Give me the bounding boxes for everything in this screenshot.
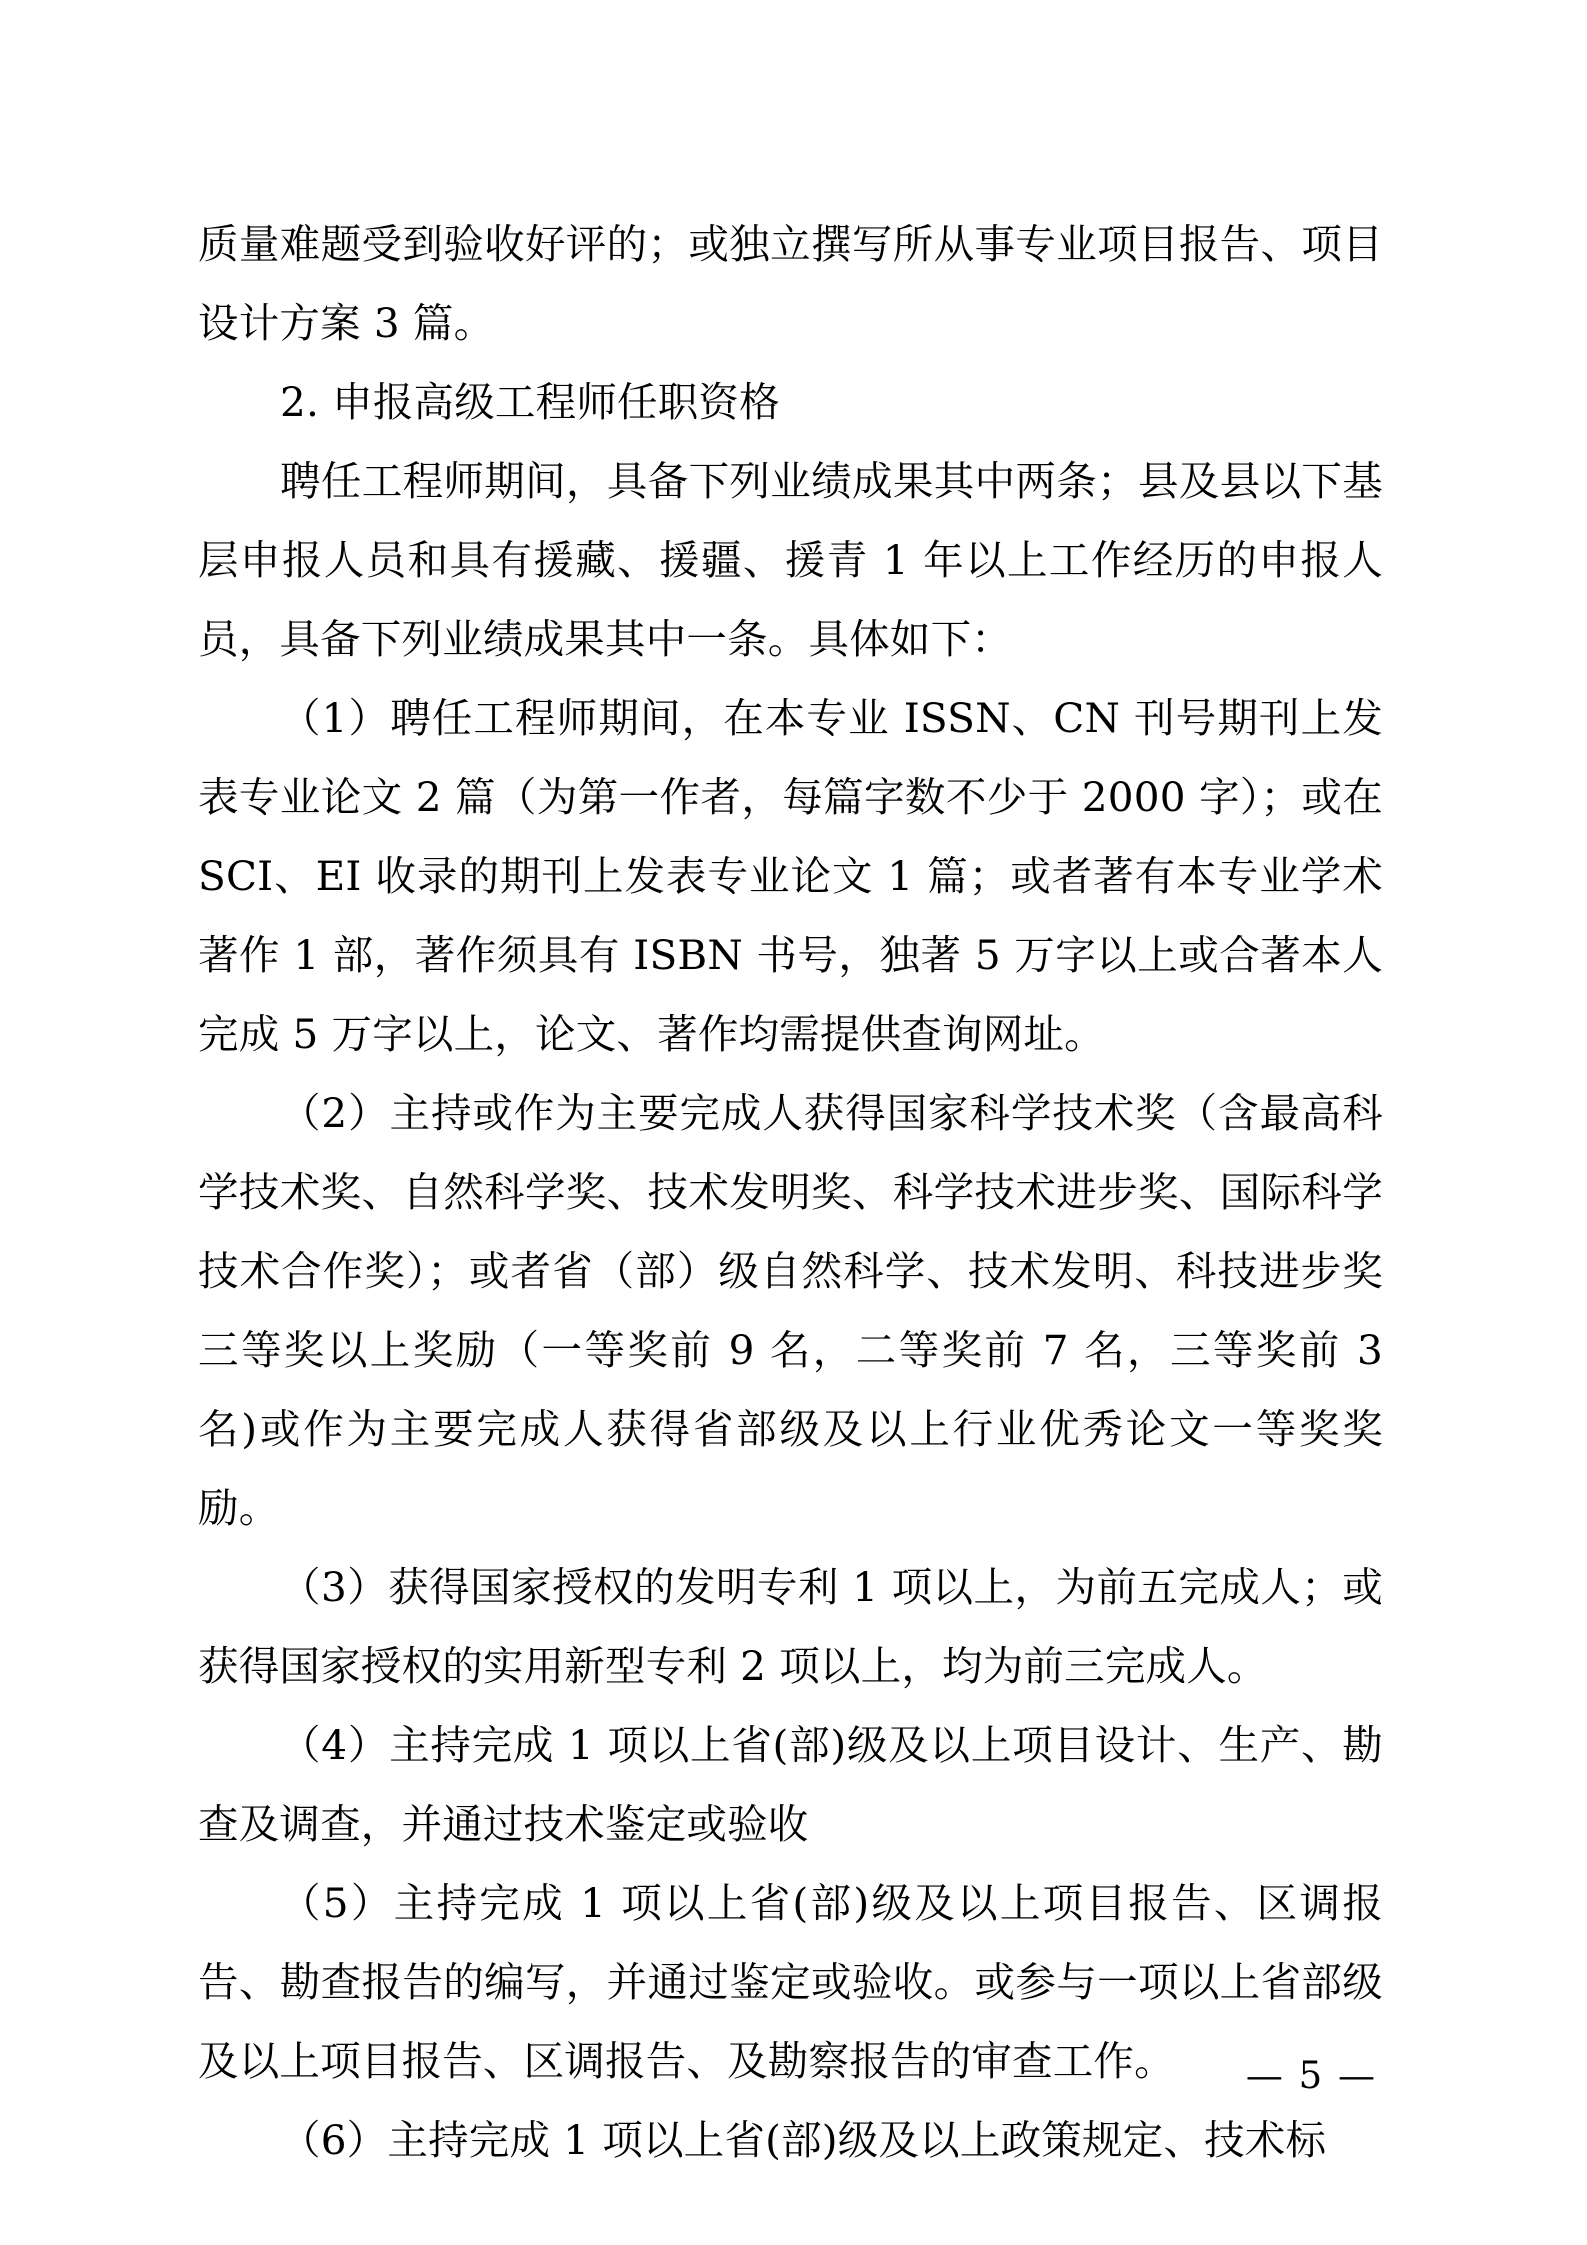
- paragraph-item-1: （1）聘任工程师期间，在本专业 ISSN、CN 刊号期刊上发表专业论文 2 篇（为第一作者，每篇字数不少于 2000 字）；或在 SCI、EI 收录的期刊上发表专业论文 1 篇；或者著有本专业学术著作 1 部，著作须具有 ISBN 书号，独著 5 万字以上或合著本人完成 5 万字以上，论文、著作均需提供查询网址。: [198, 694, 1383, 1058]
- paragraph-item-4: （4）主持完成 1 项以上省(部)级及以上项目设计、生产、勘查及调查，并通过技术鉴定或验收: [198, 1721, 1383, 1848]
- paragraph-continued: 质量难题受到验收好评的；或独立撰写所从事专业项目报告、项目设计方案 3 篇。: [198, 220, 1383, 347]
- page-body: [198, 205, 1383, 2180]
- paragraph-item-6: （6）主持完成 1 项以上省(部)级及以上政策规定、技术标: [280, 2116, 1327, 2164]
- paragraph-item-2: （2）主持或作为主要完成人获得国家科学技术奖（含最高科学技术奖、自然科学奖、技术发明奖、科学技术进步奖、国际科学技术合作奖）；或者省（部）级自然科学、技术发明、科技进步奖三等奖以上奖励（一等奖前 9 名，二等奖前 7 名，三等奖前 3 名)或作为主要完成人获得省部级及以上行业优秀论文一等奖奖励。: [198, 1089, 1383, 1532]
- paragraph-item-3: （3）获得国家授权的发明专利 1 项以上，为前五完成人；或获得国家授权的实用新型专利 2 项以上，均为前三完成人。: [198, 1563, 1383, 1690]
- paragraph-heading-2: 2. 申报高级工程师任职资格: [280, 378, 780, 426]
- page-number: — 5 —: [1245, 2054, 1377, 2097]
- paragraph-item-5: （5）主持完成 1 项以上省(部)级及以上项目报告、区调报告、勘查报告的编写，并通过鉴定或验收。或参与一项以上省部级及以上项目报告、区调报告、及勘察报告的审查工作。: [198, 1879, 1383, 2085]
- paragraph-intro: 聘任工程师期间，具备下列业绩成果其中两条；县及县以下基层申报人员和具有援藏、援疆、援青 1 年以上工作经历的申报人员，具备下列业绩成果其中一条。具体如下：: [198, 457, 1383, 663]
